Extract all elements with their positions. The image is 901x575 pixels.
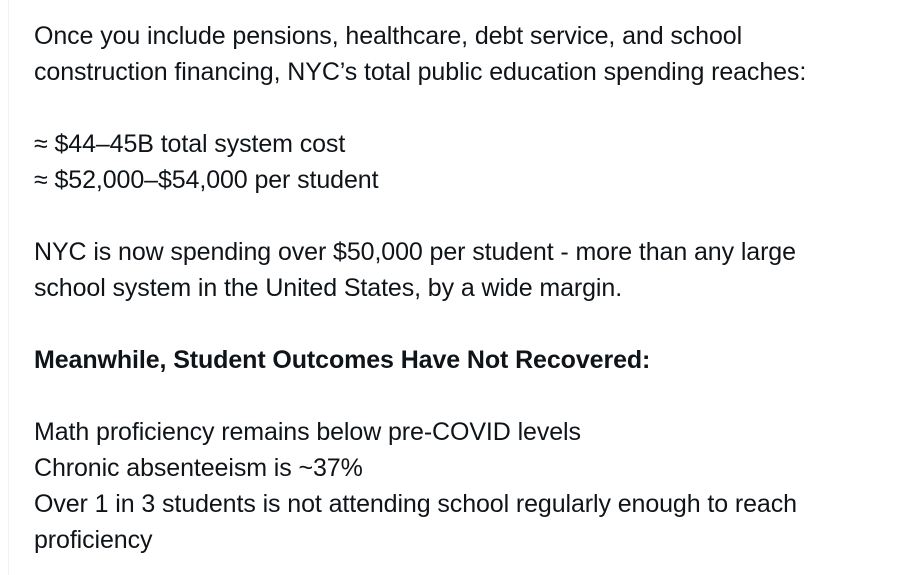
outcome-attendance-line-1: Over 1 in 3 students is not attending school regularly enough to reach [34,490,797,518]
post-text [34,18,884,558]
outcome-math-proficiency: Math proficiency remains below pre-COVID levels [34,418,581,446]
paragraph-spending-line-1: Once you include pensions, healthcare, debt service, and school [34,22,743,50]
paragraph-spending-line-2: construction financing, NYC’s total public education spending reaches: [34,58,807,86]
outcome-attendance-line-2: proficiency [34,526,153,554]
blank-line [34,198,884,234]
blank-line [34,378,884,414]
paragraph-comparison-line-1: NYC is now spending over $50,000 per student - more than any large [34,238,796,266]
total-system-cost: ≈ $44–45B total system cost [34,130,346,158]
timeline-left-border [8,0,9,575]
blank-line [34,306,884,342]
paragraph-comparison-line-2: school system in the United States, by a wide margin. [34,274,623,302]
per-student-cost: ≈ $52,000–$54,000 per student [34,166,379,194]
outcomes-heading: Meanwhile, Student Outcomes Have Not Recovered: [34,346,651,374]
blank-line [34,90,884,126]
outcome-chronic-absenteeism: Chronic absenteeism is ~37% [34,454,363,482]
